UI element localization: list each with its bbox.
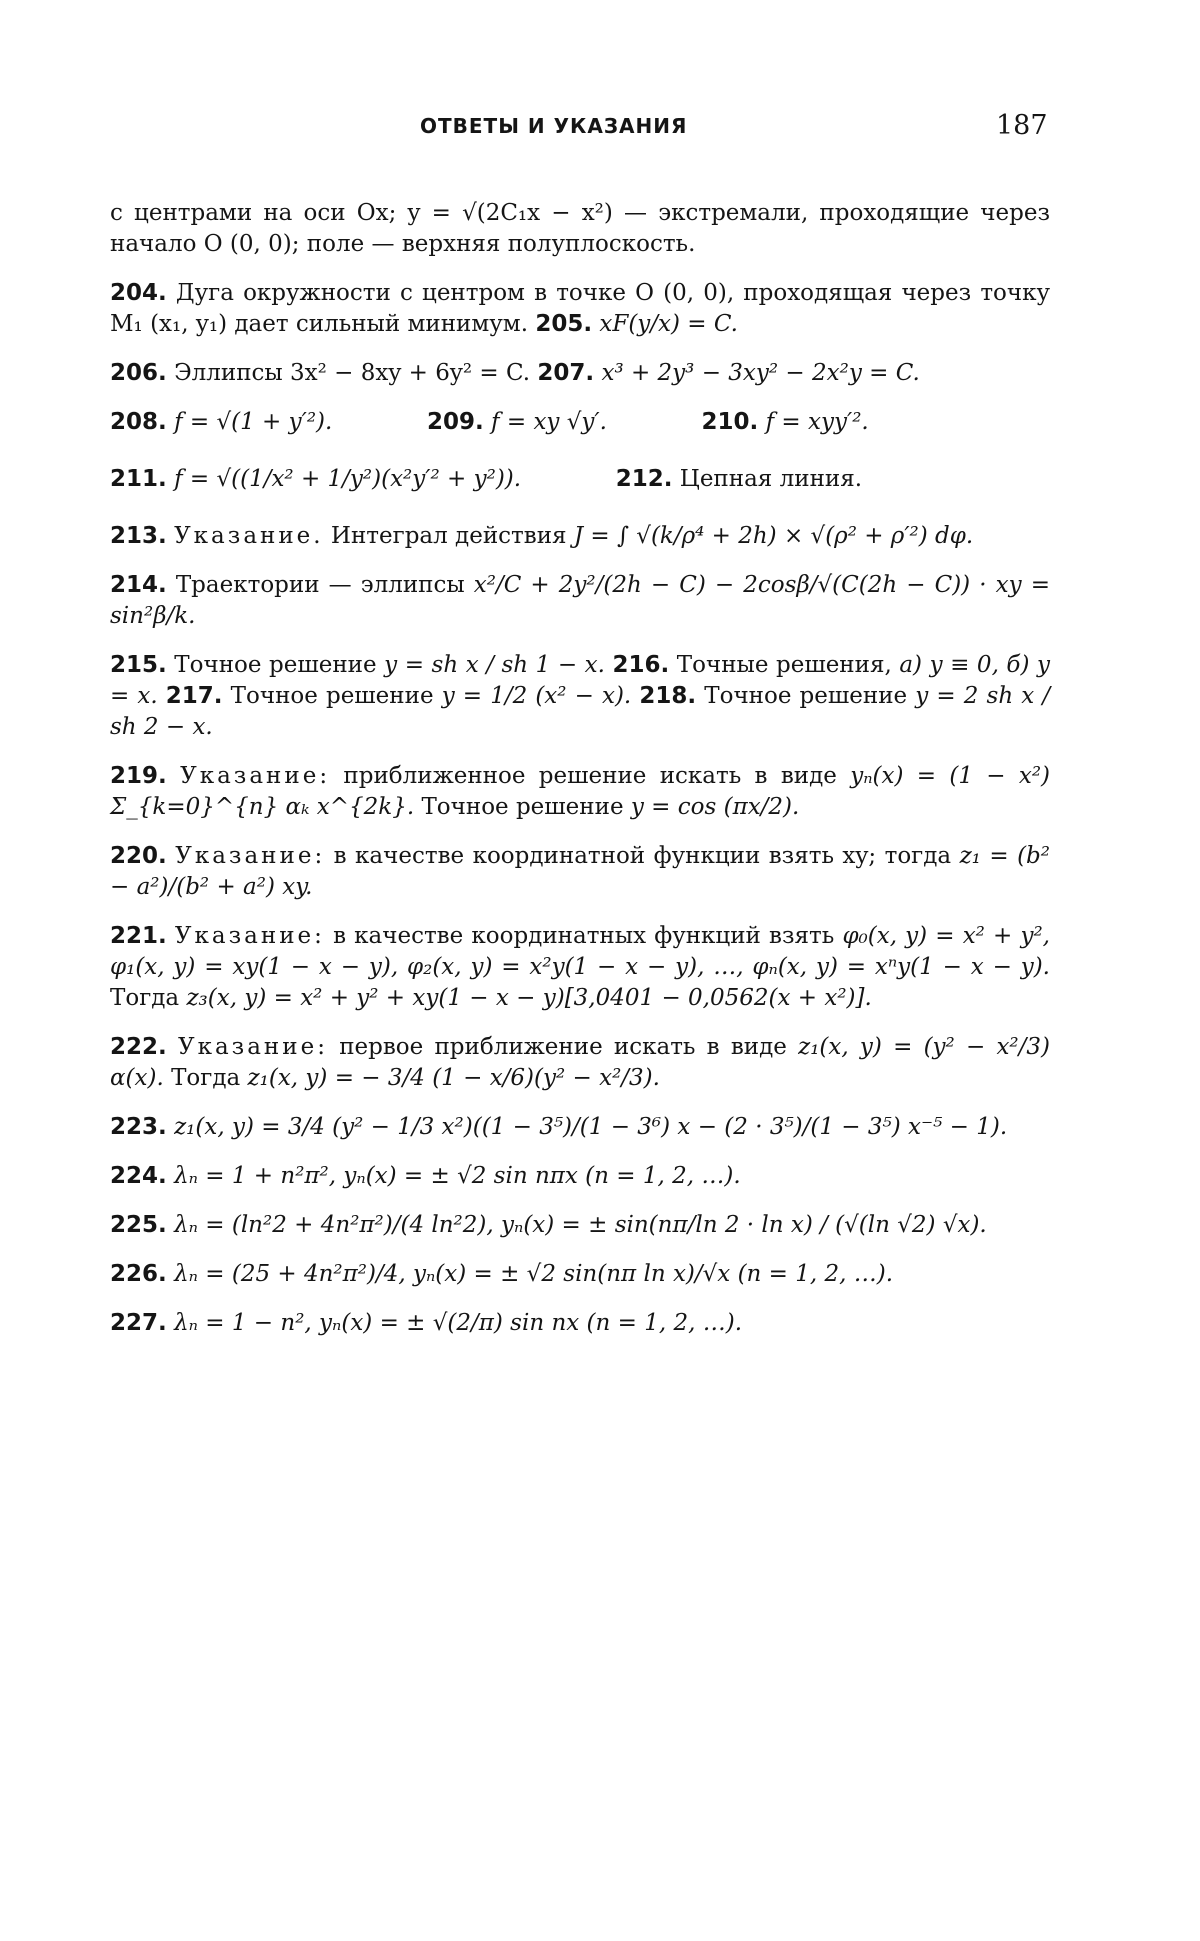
answer-formula: y = 2 sh x / sh 2 − x. — [110, 683, 1051, 740]
answer-text: Тогда — [110, 985, 180, 1011]
answer-number: 216. — [612, 652, 670, 678]
answer-number: 225. — [110, 1212, 167, 1238]
answer-text: Точное решение — [230, 683, 434, 709]
answer-213 — [110, 521, 1050, 552]
running-title: ОТВЕТЫ И УКАЗАНИЯ — [420, 114, 688, 138]
answer-number: 209. — [426, 409, 484, 435]
answer-formula: f = xyy′². — [765, 409, 869, 435]
answer-219 — [110, 761, 1050, 823]
answer-formula: yₙ(x) = (1 − x²) Σ_{k=0}^{n} αₖ x^{2k}. — [110, 763, 1051, 820]
answer-number: 218. — [639, 683, 697, 709]
hint-label: Указание: — [177, 1034, 328, 1060]
answer-formula: y = cos (πx/2). — [630, 794, 800, 820]
answer-211-212 — [110, 464, 1050, 495]
answer-formula: J = ∫ √(k/ρ⁴ + 2h) × √(ρ² + ρ′²) dφ. — [573, 523, 974, 549]
hint-label: Указание: — [180, 763, 331, 789]
answer-number: 206. — [110, 360, 167, 386]
answer-222 — [110, 1032, 1050, 1094]
answer-formula: x³ + 2y³ − 3xy² − 2x²y = C. — [601, 360, 920, 386]
answer-formula: y = sh x / sh 1 − x. — [384, 652, 605, 678]
answer-number: 214. — [110, 572, 167, 598]
answer-number: 227. — [110, 1310, 167, 1336]
answers-body — [110, 198, 1050, 1357]
answer-208-210 — [110, 407, 1050, 438]
answer-formula: λₙ = (25 + 4n²π²)/4, yₙ(x) = ± √2 sin(nπ ln x)/√x (n = 1, 2, …). — [174, 1261, 894, 1287]
answer-text: Точные решения, — [676, 652, 892, 678]
answer-formula: xF(y/x) = C. — [599, 311, 738, 337]
answer-formula: f = √((1/x² + 1/y²)(x²y′² + y²)). — [174, 466, 522, 492]
answer-formula: x²/C + 2y²/(2h − C) − 2cosβ/√(C(2h − C)) · xy = sin²β/k. — [110, 572, 1050, 629]
answer-224 — [110, 1161, 1050, 1192]
hint-label: Указание. — [174, 523, 324, 549]
answer-text: в качестве координатной функции взять xy; тогда — [333, 843, 952, 869]
answer-number: 224. — [110, 1163, 167, 1189]
answer-formula: f = √(1 + y′²). — [174, 409, 333, 435]
answer-226 — [110, 1259, 1050, 1290]
hint-label: Указание: — [174, 923, 325, 949]
answer-220 — [110, 841, 1050, 903]
answer-formula: а) y ≡ 0, б) y = x. — [110, 652, 1050, 709]
page-number: 187 — [996, 110, 1048, 141]
answer-number: 223. — [110, 1114, 167, 1140]
answer-number: 215. — [110, 652, 167, 678]
answer-text: первое приближение искать в виде — [339, 1034, 787, 1060]
answer-number: 222. — [110, 1034, 167, 1060]
answer-text: приближенное решение искать в виде — [343, 763, 837, 789]
answer-214 — [110, 570, 1050, 632]
answer-221 — [110, 921, 1050, 1014]
answer-225 — [110, 1210, 1050, 1241]
answer-text: Траектории — эллипсы — [175, 572, 465, 598]
answer-formula: z₃(x, y) = x² + y² + xy(1 − x − y)[3,0401 − 0,0562(x + x²)]. — [186, 985, 872, 1011]
answer-text: Дуга окружности с центром в точке O (0, 0), проходящая через точку M₁ (x₁, y₁) дает сильный минимум. — [110, 280, 1051, 337]
answer-text: Цепная линия. — [679, 466, 863, 492]
answer-206-207 — [110, 358, 1050, 389]
answer-text: в качестве координатных функций взять — [333, 923, 835, 949]
answer-215-218 — [110, 650, 1050, 743]
answer-text: Точное решение — [174, 652, 377, 678]
answer-formula: y = 1/2 (x² − x). — [441, 683, 632, 709]
answer-text: Интеграл действия — [330, 523, 567, 549]
answer-number: 220. — [110, 843, 167, 869]
answer-number: 207. — [537, 360, 595, 386]
page-header — [0, 110, 1200, 150]
answer-number: 213. — [110, 523, 167, 549]
answer-223 — [110, 1112, 1050, 1143]
answer-formula: f = xy √y′. — [491, 409, 607, 435]
answer-formula: λₙ = (ln²2 + 4n²π²)/(4 ln²2), yₙ(x) = ± sin(nπ/ln 2 · ln x) / (√(ln √2) √x). — [174, 1212, 987, 1238]
answer-formula: φ₀(x, y) = x² + y², φ₁(x, y) = xy(1 − x − y), φ₂(x, y) = x²y(1 − x − y), …, φₙ(x, y) = xⁿy(1 − x − y). — [110, 923, 1050, 980]
answer-number: 204. — [110, 280, 167, 306]
answer-number: 221. — [110, 923, 167, 949]
answer-formula: λₙ = 1 − n², yₙ(x) = ± √(2/π) sin nx (n = 1, 2, …). — [174, 1310, 743, 1336]
answer-number: 212. — [615, 466, 673, 492]
answer-formula: z₁(x, y) = 3/4 (y² − 1/3 x²)((1 − 3⁵)/(1 − 3⁶) x − (2 · 3⁵)/(1 − 3⁵) x⁻⁵ − 1). — [174, 1114, 1008, 1140]
answer-number: 219. — [110, 763, 167, 789]
answer-formula: z₁(x, y) = − 3/4 (1 − x/6)(y² − x²/3). — [247, 1065, 660, 1091]
answer-number: 217. — [165, 683, 223, 709]
answer-text: Точное решение — [421, 794, 624, 820]
answer-number: 211. — [110, 466, 167, 492]
answer-number: 226. — [110, 1261, 167, 1287]
answer-227 — [110, 1308, 1050, 1339]
answer-text: Точное решение — [704, 683, 908, 709]
answer-number: 210. — [701, 409, 759, 435]
hint-label: Указание: — [175, 843, 326, 869]
continuation-text: с центрами на оси Ox; y = √(2C₁x − x²) — экстремали, проходящие через начало O (0, 0); поле — верхняя полуплоскость. — [110, 200, 1050, 257]
answer-204 — [110, 278, 1050, 340]
answer-formula: z₁(x, y) = (y² − x²/3) α(x). — [110, 1034, 1050, 1091]
paragraph-continuation — [110, 198, 1050, 260]
answer-number: 205. — [535, 311, 593, 337]
answer-text: Эллипсы 3x² − 8xy + 6y² = C. — [174, 360, 531, 386]
answer-formula: z₁ = (b² − a²)/(b² + a²) xy. — [110, 843, 1050, 900]
answer-text: Тогда — [171, 1065, 241, 1091]
answer-formula: λₙ = 1 + n²π², yₙ(x) = ± √2 sin nπx (n = 1, 2, …). — [174, 1163, 741, 1189]
answer-number: 208. — [110, 409, 167, 435]
